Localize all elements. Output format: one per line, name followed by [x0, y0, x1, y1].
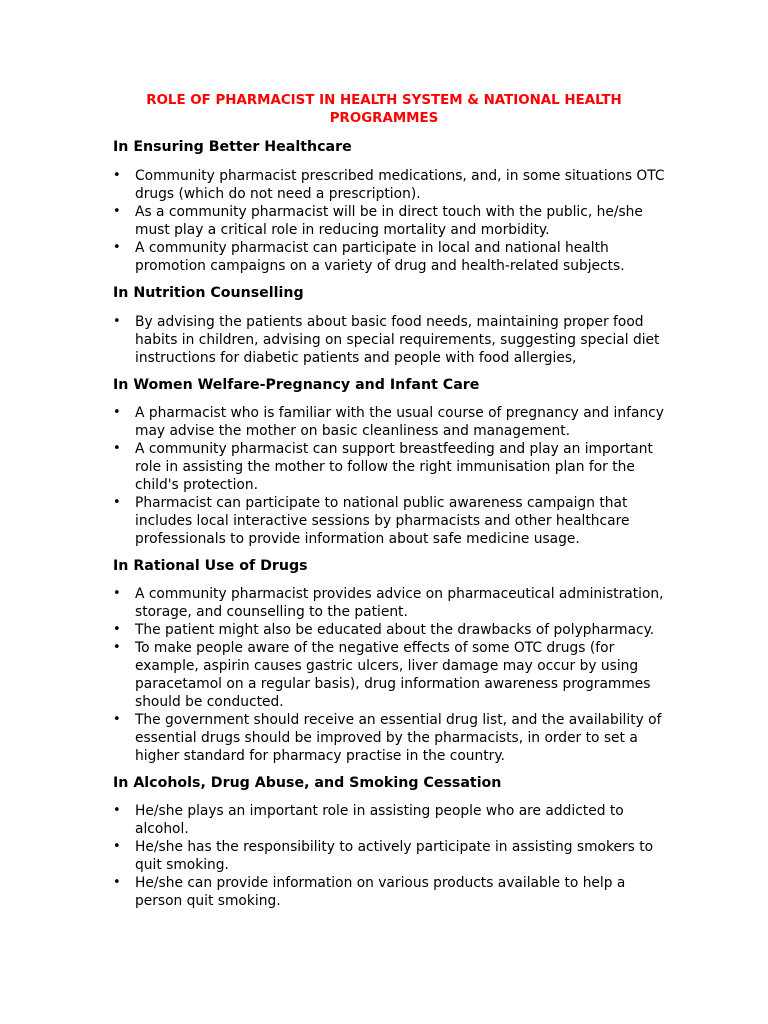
- section-heading-ensuring-better-healthcare: In Ensuring Better Healthcare: [113, 139, 352, 155]
- bullet-icon: •: [113, 168, 121, 183]
- section-heading-women-welfare: In Women Welfare-Pregnancy and Infant Care: [113, 377, 480, 393]
- list-item-text: The government should receive an essential drug list, and the availability of essential drugs should be improved by the pharmacists, in order to set a higher standard for pharmacy practise in the country.: [135, 712, 662, 764]
- bullet-icon: •: [113, 875, 121, 890]
- bullet-icon: •: [113, 405, 121, 420]
- bullet-icon: •: [113, 803, 121, 818]
- bullet-icon: •: [113, 314, 121, 329]
- list-item-text: A community pharmacist can support breastfeeding and play an important role in assisting the mother to follow the right immunisation plan for the child's protection.: [135, 441, 653, 493]
- list-item-text: Pharmacist can participate to national public awareness campaign that includes local interactive sessions by pharmacists and other healthcare professionals to provide information about safe medicine usage.: [135, 495, 630, 547]
- list-item: [113, 404, 664, 440]
- list-item-text: A community pharmacist provides advice on pharmaceutical administration, storage, and counselling to the patient.: [135, 586, 664, 620]
- list-item-text: To make people aware of the negative effects of some OTC drugs (for example, aspirin causes gastric ulcers, liver damage may occur by using paracetamol on a regular basis), drug information awareness programmes should be conducted.: [135, 640, 651, 710]
- bullet-icon: •: [113, 839, 121, 854]
- bullet-icon: •: [113, 640, 121, 655]
- bullet-icon: •: [113, 240, 121, 255]
- bullet-list-ensuring-better-healthcare: [113, 167, 665, 275]
- section-heading-rational-use-of-drugs: In Rational Use of Drugs: [113, 558, 308, 574]
- bullet-icon: •: [113, 712, 121, 727]
- bullet-icon: •: [113, 495, 121, 510]
- list-item-text: A community pharmacist can participate in local and national health promotion campaigns on a variety of drug and health-related subjects.: [135, 240, 625, 274]
- list-item: [113, 711, 664, 765]
- list-item: [113, 621, 664, 639]
- list-item: [113, 313, 659, 367]
- list-item-text: He/she has the responsibility to actively participate in assisting smokers to quit smoking.: [135, 839, 654, 873]
- list-item-text: A pharmacist who is familiar with the usual course of pregnancy and infancy may advise the mother on basic cleanliness and management.: [135, 405, 664, 439]
- bullet-icon: •: [113, 586, 121, 601]
- bullet-icon: •: [113, 622, 121, 637]
- list-item: [113, 494, 664, 548]
- section-heading-alcohol-drug-abuse-smoking: In Alcohols, Drug Abuse, and Smoking Cessation: [113, 775, 502, 791]
- list-item-text: The patient might also be educated about the drawbacks of polypharmacy.: [135, 622, 655, 638]
- bullet-list-nutrition-counselling: [113, 313, 659, 367]
- list-item: [113, 585, 664, 621]
- list-item-text: As a community pharmacist will be in direct touch with the public, he/she must play a critical role in reducing mortality and morbidity.: [135, 204, 643, 238]
- list-item: [113, 239, 665, 275]
- list-item: [113, 802, 653, 838]
- bullet-icon: •: [113, 441, 121, 456]
- list-item-text: He/she plays an important role in assisting people who are addicted to alcohol.: [135, 803, 624, 837]
- bullet-icon: •: [113, 204, 121, 219]
- list-item: [113, 874, 653, 910]
- document-title: ROLE OF PHARMACIST IN HEALTH SYSTEM & NATIONAL HEALTH PROGRAMMES: [146, 93, 622, 126]
- bullet-list-rational-use-of-drugs: [113, 585, 664, 765]
- list-item: [113, 639, 664, 711]
- bullet-list-alcohol-drug-abuse-smoking: [113, 802, 653, 910]
- list-item-text: Community pharmacist prescribed medications, and, in some situations OTC drugs (which do not need a prescription).: [135, 168, 665, 202]
- list-item: [113, 167, 665, 203]
- list-item-text: He/she can provide information on various products available to help a person quit smoking.: [135, 875, 626, 909]
- bullet-list-women-welfare: [113, 404, 664, 548]
- section-heading-nutrition-counselling: In Nutrition Counselling: [113, 285, 304, 301]
- list-item: [113, 838, 653, 874]
- list-item: [113, 203, 665, 239]
- list-item-text: By advising the patients about basic food needs, maintaining proper food habits in children, advising on special requirements, suggesting special diet instructions for diabetic patients and people with food allergies,: [135, 314, 660, 366]
- list-item: [113, 440, 664, 494]
